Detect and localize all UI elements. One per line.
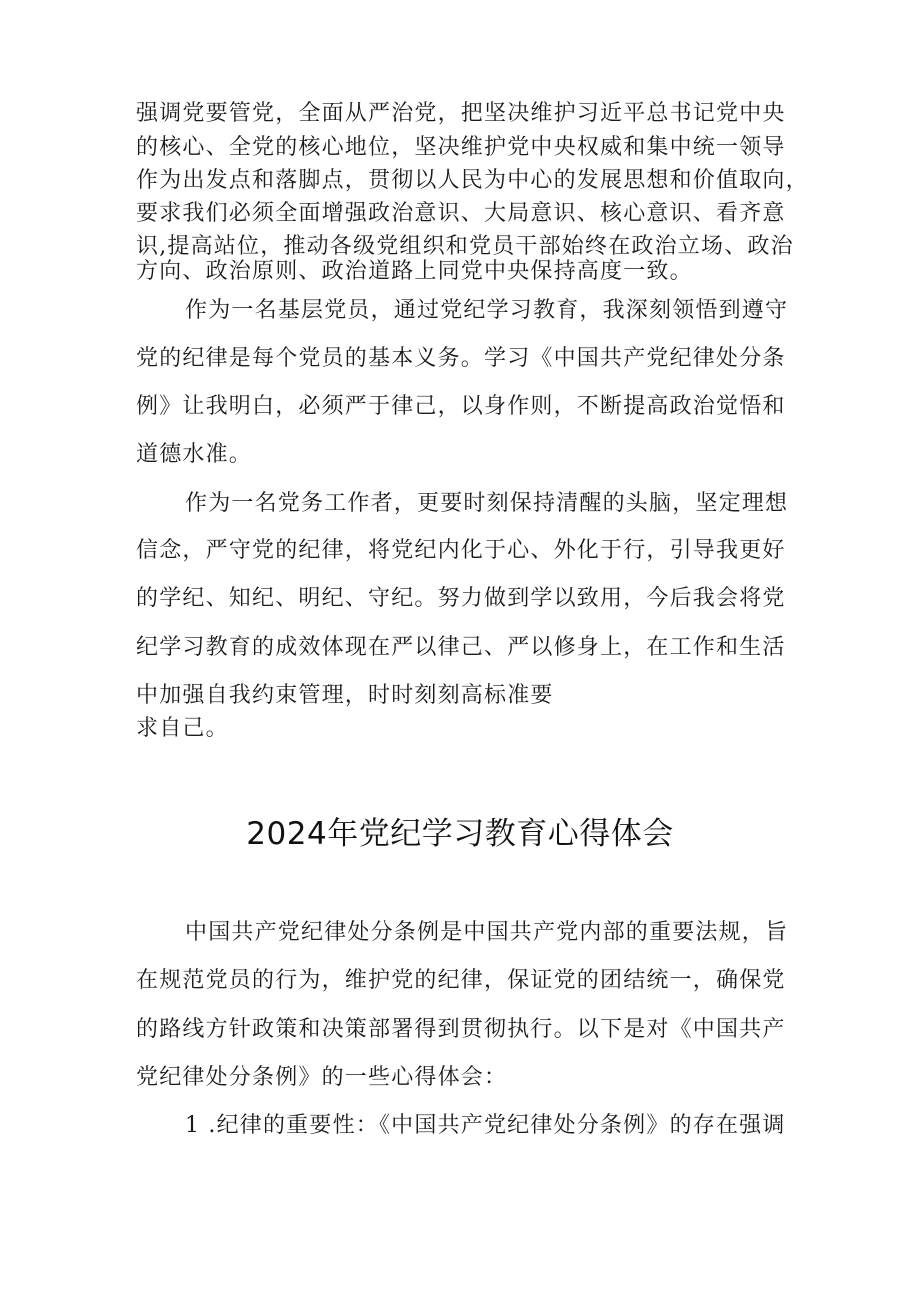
text-line: 在规范党员的行为，维护党的纪律，保证党的团结统一，确保党 [136, 968, 786, 993]
text-line: 强调党要管党，全面从严治党，把坚决维护习近平总书记党中央 [136, 101, 786, 126]
text-line: 识,提高站位，推动各级党组织和党员干部始终在政治立场、政治 [136, 234, 794, 259]
text-line: 例》让我明白，必须严于律己，以身作则，不断提高政治觉悟和 [136, 394, 786, 419]
text-line: 求自己。 [136, 716, 229, 741]
text-line: 党纪律处分条例》的一些心得体会： [136, 1065, 508, 1090]
text-line: 作为一名党务工作者，更要时刻保持清醒的头脑，坚定理想 [185, 491, 789, 516]
text-line: 的路线方针政策和决策部署得到贯彻执行。以下是对《中国共产 [136, 1017, 786, 1042]
text-line: 方向、政治原则、政治道路上同党中央保持高度一致。 [136, 259, 693, 284]
document-title: 2024年党纪学习教育心得体会 [246, 816, 674, 852]
text-line: 信念，严守党的纪律，将党纪内化于心、外化于行，引导我更好 [136, 538, 786, 563]
text-line: 作为出发点和落脚点，贯彻以人民为中心的发展思想和价值取向， [136, 168, 809, 193]
text-line: 党的纪律是每个党员的基本义务。学习《中国共产党纪律处分条 [136, 346, 786, 371]
text-line: 的学纪、知纪、明纪、守纪。努力做到学以致用，今后我会将党 [136, 586, 786, 611]
text-line: 中加强自我约束管理，时时刻刻高标准要 [136, 683, 554, 708]
text-line: 中国共产党纪律处分条例是中国共产党内部的重要法规，旨 [185, 920, 789, 945]
text-line: 要求我们必须全面增强政治意识、大局意识、核心意识、看齐意 [136, 201, 786, 226]
text-line: 的核心、全党的核心地位，坚决维护党中央权威和集中统一领导 [136, 135, 786, 160]
text-line: 1 .纪律的重要性：《中国共产党纪律处分条例》的存在强调 [185, 1113, 786, 1138]
text-line: 作为一名基层党员，通过党纪学习教育，我深刻领悟到遵守 [185, 298, 789, 323]
text-line: 纪学习教育的成效体现在严以律己、严以修身上，在工作和生活 [136, 635, 786, 660]
text-line: 道德水准。 [136, 442, 253, 467]
